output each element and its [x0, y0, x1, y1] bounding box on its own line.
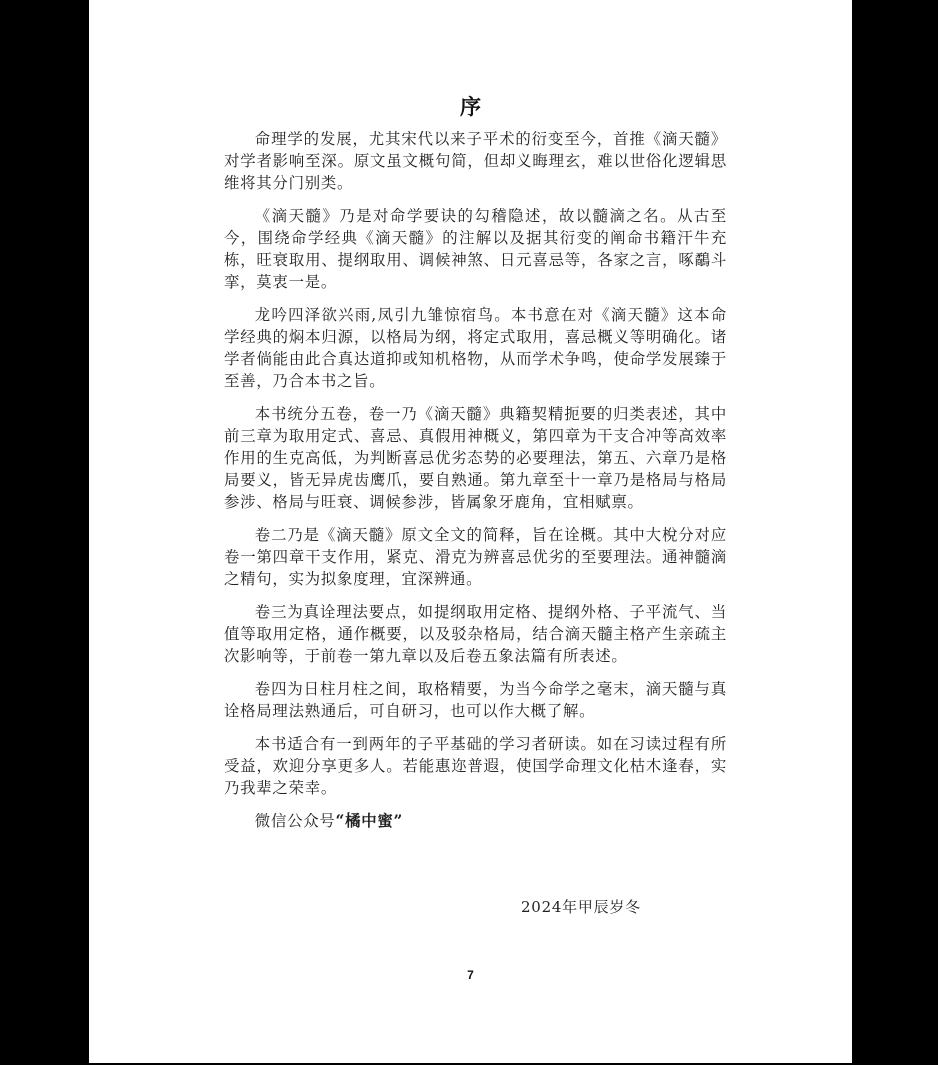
paragraph-2: 《滴天髓》乃是对命学要诀的勾稽隐述，故以髓滴之名。从古至今，围绕命学经典《滴天髓》的注解以及据其衍变的阐命书籍汗牛充栋，旺衰取用、提纲取用、调候神煞、日元喜忌等，各家之言，啄鷸斗挛，莫衷一是。 [224, 207, 727, 291]
paragraph-6: 卷三为真诠理法要点，如提纲取用定格、提纲外格、子平流气、当值等取用定格，通作概要，以及驳杂格局，结合滴天髓主格产生亲疏主次影响等，于前卷一第九章以及后卷五象法篇有所表述。 [224, 603, 727, 665]
document-page [89, 0, 852, 1063]
paragraph-8: 本书适合有一到两年的子平基础的学习者研读。如在习读过程有所受益，欢迎分享更多人。若能惠迩普遐，使国学命理文化枯木逢春，实乃我辈之荣幸。 [224, 735, 727, 797]
signature-date: 2024年甲辰岁冬 [521, 898, 641, 916]
preface-body [224, 128, 727, 832]
paragraph-1: 命理学的发展，尤其宋代以来子平术的衍变至今，首推《滴天髓》对学者影响至深。原文虽文概句简，但却义晦理玄，难以世俗化逻辑思维将其分门别类。 [224, 130, 727, 192]
wechat-label: 微信公众号 [254, 812, 336, 830]
page-title: 序 [460, 94, 481, 119]
wechat-account-name: “橘中蜜” [335, 812, 404, 830]
paragraph-5: 卷二乃是《滴天髓》原文全文的简释，旨在诠概。其中大梲分对应卷一第四章干支作用，紧克、滑克为辨喜忌优劣的至要理法。通神髓滴之精句，实为拟象度理，宜深辨通。 [224, 526, 727, 588]
paragraph-4: 本书统分五卷，卷一乃《滴天髓》典籍契精扼要的归类表述，其中前三章为取用定式、喜忌、真假用神概义，第四章为干支合冲等高效率作用的生克高低，为判断喜忌优劣态势的必要理法，第五、六章乃是格局要义，皆无异虎齿鹰爪，要自熟通。第九章至十一章乃是格局与格局参涉、格局与旺衰、调候参涉，皆属象牙鹿角，宜相赋禀。 [224, 405, 727, 511]
paragraph-7: 卷四为日柱月柱之间，取格精要，为当今命学之毫末，滴天髓与真诠格局理法熟通后，可自研习，也可以作大概了解。 [224, 680, 727, 720]
paragraph-3: 龙吟四泽欲兴雨,凤引九雏惊宿鸟。本书意在对《滴天髓》这本命学经典的焖本归源，以格局为纲，将定式取用，喜忌概义等明确化。诸学者倘能由此合真达道抑或知机格物，从而学术争鸣，使命学发展臻于至善，乃合本书之旨。 [224, 306, 727, 390]
wechat-line [224, 810, 727, 832]
page-number: 7 [467, 968, 474, 982]
